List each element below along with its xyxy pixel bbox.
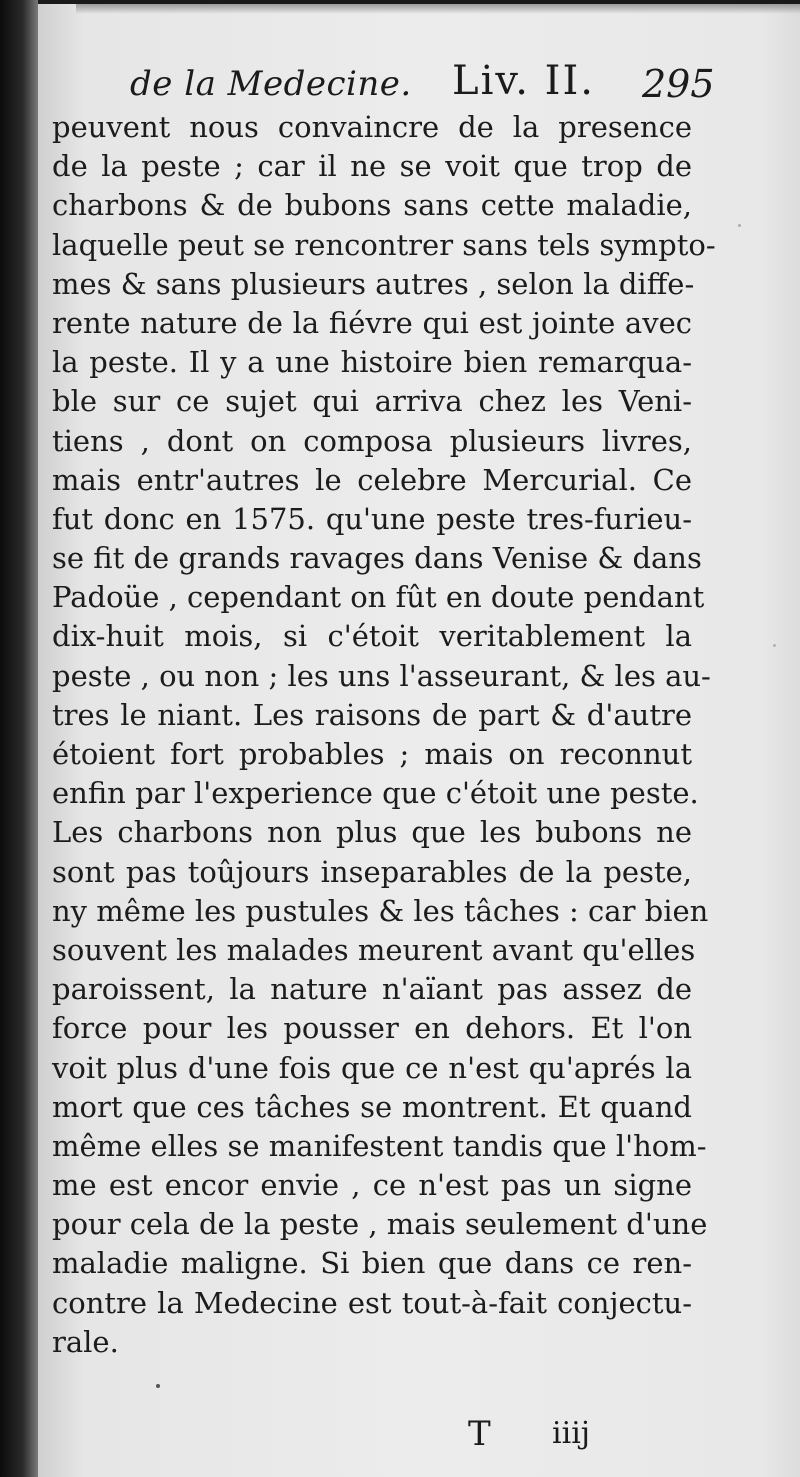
text-line: peste , ou non ; les uns l'asseurant, & les au- bbox=[52, 658, 711, 693]
text-line: rale. bbox=[52, 1324, 119, 1359]
ink-speck bbox=[773, 644, 776, 647]
text-line: Padoüe , cependant on fût en doute pendant bbox=[52, 580, 705, 615]
text-line: contre la Medecine est tout-à-fait conjectu- bbox=[52, 1285, 692, 1320]
text-line: même elles se manifestent tandis que l'hom- bbox=[52, 1128, 707, 1163]
text-line: de la peste ; car il ne se voit que trop de bbox=[52, 149, 692, 184]
signature-number: iiij bbox=[552, 1416, 591, 1451]
text-line: mes & sans plusieurs autres , selon la diffe- bbox=[52, 266, 695, 301]
ink-speck bbox=[738, 224, 741, 227]
page-number: 295 bbox=[642, 62, 715, 106]
book-page bbox=[38, 4, 800, 1477]
binding-shadow bbox=[0, 0, 38, 1477]
text-line: maladie maligne. Si bien que dans ce ren- bbox=[52, 1246, 692, 1281]
text-line: ble sur ce sujet qui arriva chez les Veni- bbox=[52, 384, 692, 419]
text-line: enfin par l'experience que c'étoit une peste. bbox=[52, 776, 699, 811]
text-line: tiens , dont on composa plusieurs livres, bbox=[52, 423, 692, 458]
text-line: souvent les malades meurent avant qu'elles bbox=[52, 932, 696, 967]
signature-letter: T bbox=[468, 1414, 491, 1454]
text-line: peuvent nous convaincre de la presence bbox=[52, 110, 692, 144]
text-line: étoient fort probables ; mais on reconnut bbox=[52, 737, 692, 771]
text-line: Les charbons non plus que les bubons ne bbox=[52, 815, 692, 850]
text-line: laquelle peut se rencontrer sans tels sympto- bbox=[52, 227, 716, 262]
text-line: rente nature de la fiévre qui est jointe avec bbox=[52, 305, 692, 340]
text-line: tres le niant. Les raisons de part & d'autre bbox=[52, 697, 692, 732]
top-shadow bbox=[76, 4, 800, 14]
text-line: se fit de grands ravages dans Venise & dans bbox=[52, 541, 702, 576]
text-line: charbons & de bubons sans cette maladie, bbox=[52, 188, 692, 223]
text-line: la peste. Il y a une histoire bien remarqua- bbox=[52, 345, 692, 380]
running-head bbox=[130, 52, 730, 112]
text-line: pour cela de la peste , mais seulement d'une bbox=[52, 1207, 708, 1242]
text-line: voit plus d'une fois que ce n'est qu'aprés la bbox=[52, 1050, 692, 1085]
text-line: fut donc en 1575. qu'une peste tres-furieu- bbox=[52, 501, 692, 536]
text-line: sont pas toûjours inseparables de la peste, bbox=[52, 854, 692, 889]
text-line: mais entr'autres le celebre Mercurial. Ce bbox=[52, 462, 692, 497]
text-line: force pour les pousser en dehors. Et l'on bbox=[52, 1011, 692, 1046]
text-line: dix-huit mois, si c'étoit veritablement la bbox=[52, 619, 692, 654]
ink-speck bbox=[156, 1384, 160, 1388]
running-head-book: Liv. II. bbox=[452, 58, 595, 104]
running-head-title: de la Medecine. bbox=[130, 64, 412, 104]
text-line: me est encor envie , ce n'est pas un signe bbox=[52, 1168, 692, 1203]
text-line: paroissent, la nature n'aïant pas assez de bbox=[52, 972, 692, 1007]
text-line: ny même les pustules & les tâches : car bien bbox=[52, 893, 709, 928]
body-text bbox=[52, 108, 716, 1362]
text-line: mort que ces tâches se montrent. Et quand bbox=[52, 1089, 692, 1124]
